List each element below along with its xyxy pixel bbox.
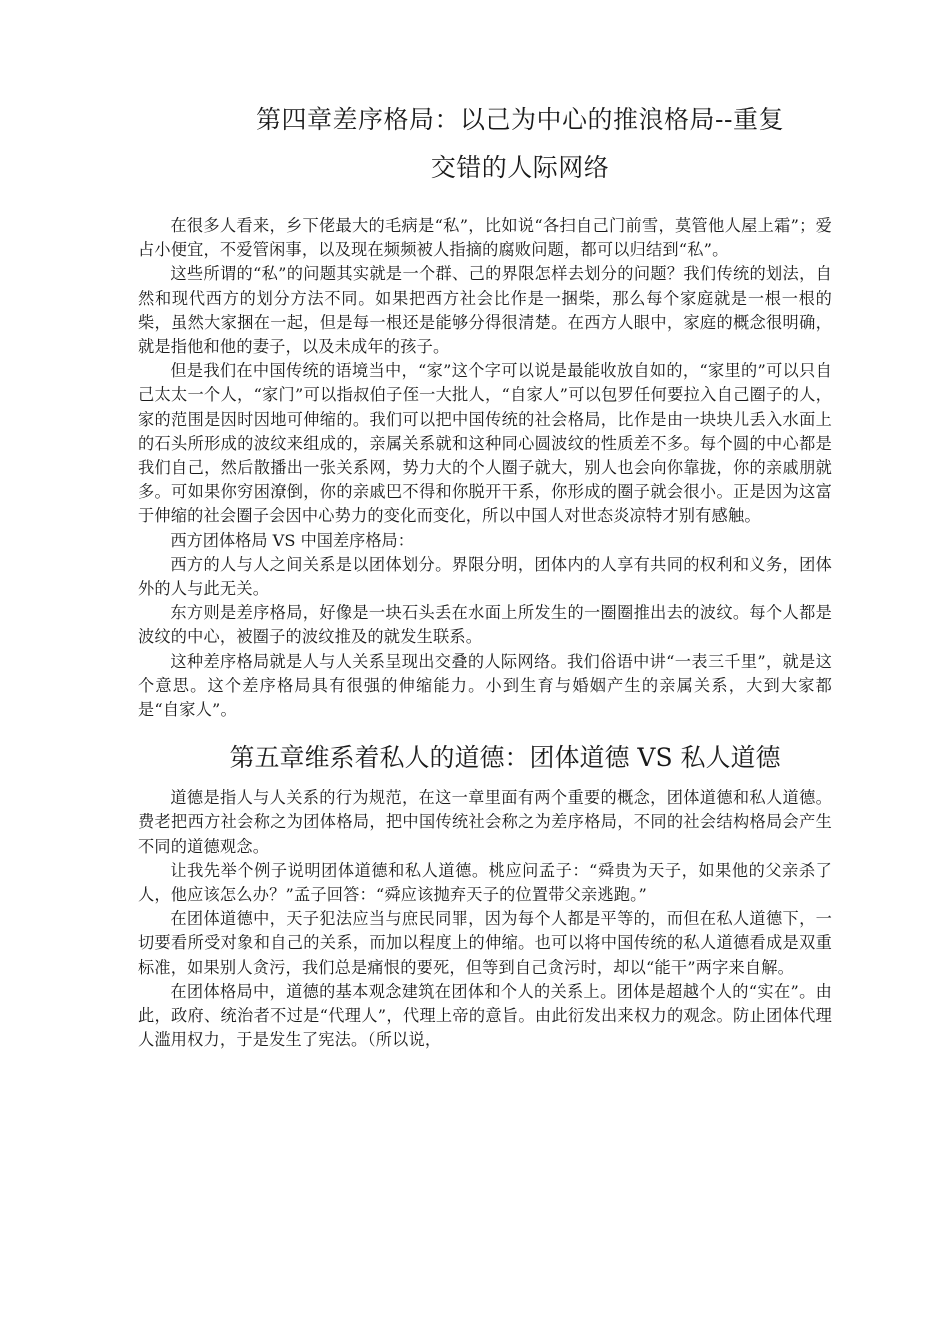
document-page (138, 96, 832, 1053)
chapter-4-title-line-2: 交错的人际网络 (430, 153, 610, 182)
paragraph: 道德是指人与人关系的行为规范，在这一章里面有两个重要的概念，团体道德和私人道德。费老把西方社会称之为团体格局，把中国传统社会称之为差序格局，不同的社会结构格局会产生不同的道德观念。 (138, 788, 832, 856)
paragraph: 东方则是差序格局，好像是一块石头丢在水面上所发生的一圈圈推出去的波纹。每个人都是波纹的中心，被圈子的波纹推及的就发生联系。 (138, 603, 832, 647)
chapter-5-title: 第五章维系着私人的道德：团体道德 VS 私人道德 (229, 743, 781, 773)
paragraph: 让我先举个例子说明团体道德和私人道德。桃应问孟子：“舜贵为天子，如果他的父亲杀了人，他应该怎么办？”孟子回答：“舜应该抛弃天子的位置带父亲逃跑。” (138, 860, 832, 905)
paragraph: 在团体格局中，道德的基本观念建筑在团体和个人的关系上。团体是超越个人的“实在”。由此，政府、统治者不过是“代理人”，代理上帝的意旨。由此衍发出来权力的观念。防止团体代理人滥用权力，于是发生了宪法。（所以说， (138, 981, 832, 1050)
chapter-4-title (138, 96, 832, 192)
paragraph: 在很多人看来，乡下佬最大的毛病是“私”，比如说“各扫自己门前雪，莫管他人屋上霜”；爱占小便宜，不爱管闲事，以及现在频频被人指摘的腐败问题，都可以归结到“私”。 (138, 216, 832, 260)
paragraph: 这些所谓的“私”的问题其实就是一个群、己的界限怎样去划分的问题？我们传统的划法，自然和现代西方的划分方法不同。如果把西方社会比作是一捆柴，那么每个家庭就是一根一根的柴，虽然大家捆在一起，但是每一根还是能够分得很清楚。在西方人眼中，家庭的概念很明确，就是指他和他的妻子，以及未成年的孩子。 (138, 264, 832, 357)
paragraph: 但是我们在中国传统的语境当中，“家”这个字可以说是最能收放自如的，“家里的”可以只自己太太一个人，“家门”可以指叔伯子侄一大批人，“自家人”可以包罗任何要拉入自己圈子的人，家的范围是因时因地可伸缩的。我们可以把中国传统的社会格局，比作是由一块块儿丢入水面上的石头所形成的波纹来组成的，亲属关系就和这种同心圆波纹的性质差不多。每个圆的中心都是我们自己，然后散播出一张关系网，势力大的个人圈子就大，别人也会向你靠拢，你的亲戚朋就多。可如果你穷困潦倒，你的亲戚巴不得和你脱开干系，你形成的圈子就会很小。正是因为这富于伸缩的社会圈子会因中心势力的变化而变化，所以中国人对世态炎凉特才别有感触。 (138, 361, 832, 526)
paragraph: 这种差序格局就是人与人关系呈现出交叠的人际网络。我们俗语中讲“一表三千里”，就是这个意思。这个差序格局具有很强的伸缩能力。小到生育与婚姻产生的亲属关系，大到大家都是“自家人”。 (138, 651, 832, 720)
paragraph: 在团体道德中，天子犯法应当与庶民同罪，因为每个人都是平等的，而但在私人道德下，一切要看所受对象和自己的关系，而加以程度上的伸缩。也可以将中国传统的私人道德看成是双重标准，如果别人贪污，我们总是痛恨的要死，但等到自己贪污时，却以“能干”两字来自解。 (138, 909, 832, 977)
comparison-subheading: 西方团体格局 VS 中国差序格局： (170, 530, 414, 550)
paragraph: 西方的人与人之间关系是以团体划分。界限分明，团体内的人享有共同的权利和义务，团体外的人与此无关。 (138, 554, 832, 599)
chapter-4-title-line-1: 第四章差序格局：以己为中心的推浪格局--重复 (256, 105, 784, 134)
